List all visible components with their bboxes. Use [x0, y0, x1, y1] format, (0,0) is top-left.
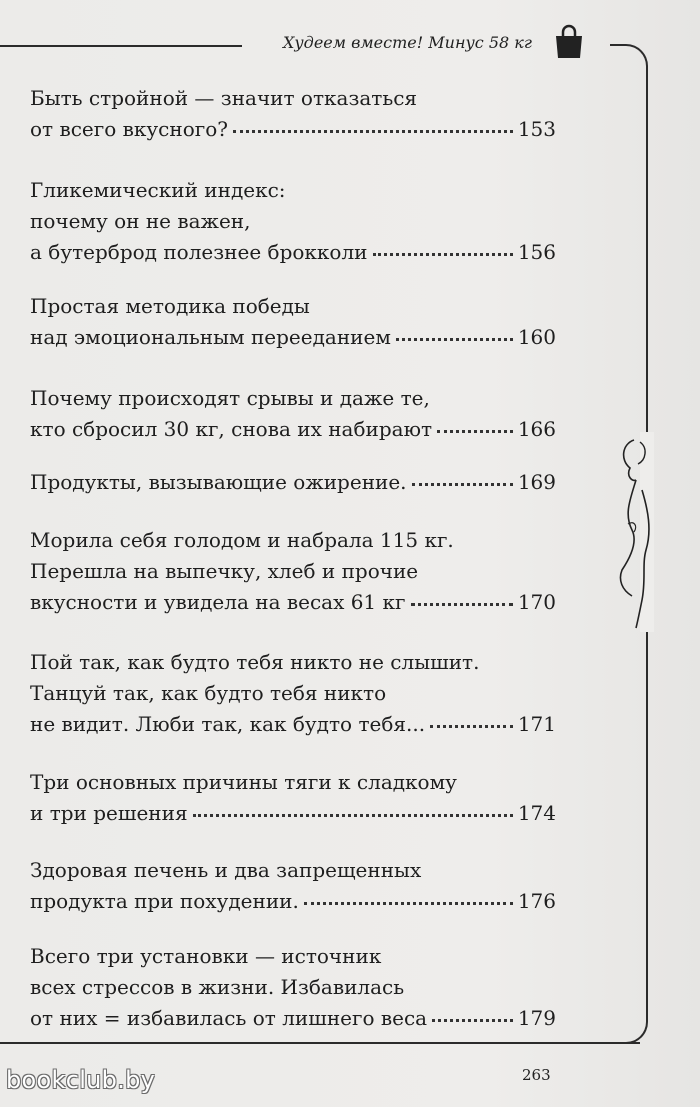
toc-entry[interactable]	[30, 291, 556, 353]
shopping-bag-icon	[553, 24, 585, 60]
toc-entry-text: кто сбросил 30 кг, снова их набирают	[30, 417, 433, 441]
toc-entry-text: а бутерброд полезнее брокколи	[30, 240, 368, 264]
page-number: 263	[522, 1066, 551, 1084]
dot-leader	[432, 1018, 513, 1022]
toc-page-number: 179	[517, 1006, 556, 1030]
toc-entry-text: продукта при похудении.	[30, 889, 299, 913]
dot-leader	[430, 724, 513, 728]
toc-entry-text: Всего три установки — источник	[30, 944, 382, 968]
toc-entry[interactable]	[30, 525, 556, 618]
toc-entry[interactable]	[30, 855, 556, 917]
toc-entry-text: Здоровая печень и два запрещенных	[30, 858, 422, 882]
dot-leader	[437, 429, 513, 433]
toc-entry-text: Продукты, вызывающие ожирение.	[30, 470, 407, 494]
toc-page-number: 169	[517, 470, 556, 494]
dot-leader	[233, 129, 513, 133]
header-rule	[0, 45, 242, 47]
toc-entry-text: Гликемический индекс:	[30, 178, 286, 202]
toc-entry[interactable]	[30, 467, 556, 498]
toc-entry-text: Морила себя голодом и набрала 115 кг.	[30, 528, 454, 552]
toc-entry-text: от них = избавилась от лишнего веса	[30, 1006, 428, 1030]
toc-entry-text: Пой так, как будто тебя никто не слышит.	[30, 650, 480, 674]
toc-page-number: 156	[517, 240, 556, 264]
toc-page-number: 160	[517, 325, 556, 349]
watermark: bookclub.by	[6, 1066, 156, 1094]
toc-entry-text: Быть стройной — значит отказаться	[30, 86, 418, 110]
toc-page-number: 171	[517, 712, 556, 736]
toc-entry[interactable]	[30, 83, 556, 145]
dot-leader	[304, 901, 513, 905]
toc-entry-text: почему он не важен,	[30, 209, 251, 233]
dot-leader	[396, 337, 513, 341]
toc-entry-text: Перешла на выпечку, хлеб и прочие	[30, 559, 419, 583]
toc-entry-text: Почему происходят срывы и даже те,	[30, 386, 430, 410]
toc-entry-text: Танцуй так, как будто тебя никто	[30, 681, 387, 705]
toc-page-number: 176	[517, 889, 556, 913]
dot-leader	[411, 602, 513, 606]
dot-leader	[412, 482, 513, 486]
dot-leader	[373, 252, 513, 256]
woman-silhouette-icon	[612, 430, 662, 630]
running-header-title: Худеем вместе! Минус 58 кг	[283, 33, 532, 52]
toc-page-number: 153	[517, 117, 556, 141]
toc-entry-text: Простая методика победы	[30, 294, 310, 318]
toc-page-number: 170	[517, 590, 556, 614]
toc-entry[interactable]	[30, 647, 556, 740]
toc-entry-text: над эмоциональным перееданием	[30, 325, 391, 349]
toc-page-number: 166	[517, 417, 556, 441]
toc-entry-text: вкусности и увидела на весах 61 кг	[30, 590, 406, 614]
toc-entry[interactable]	[30, 383, 556, 445]
toc-page-number: 174	[517, 801, 556, 825]
toc-entry-text: Три основных причины тяги к сладкому	[30, 770, 457, 794]
toc-entry-text: не видит. Люби так, как будто тебя...	[30, 712, 426, 736]
toc-entry[interactable]	[30, 767, 556, 829]
dot-leader	[193, 813, 513, 817]
toc-entry[interactable]	[30, 175, 556, 268]
toc-entry[interactable]	[30, 941, 556, 1034]
toc-entry-text: от всего вкусного?	[30, 117, 228, 141]
toc-entry-text: всех стрессов в жизни. Избавилась	[30, 975, 405, 999]
toc-entry-text: и три решения	[30, 801, 188, 825]
footer-rule	[0, 1042, 640, 1044]
